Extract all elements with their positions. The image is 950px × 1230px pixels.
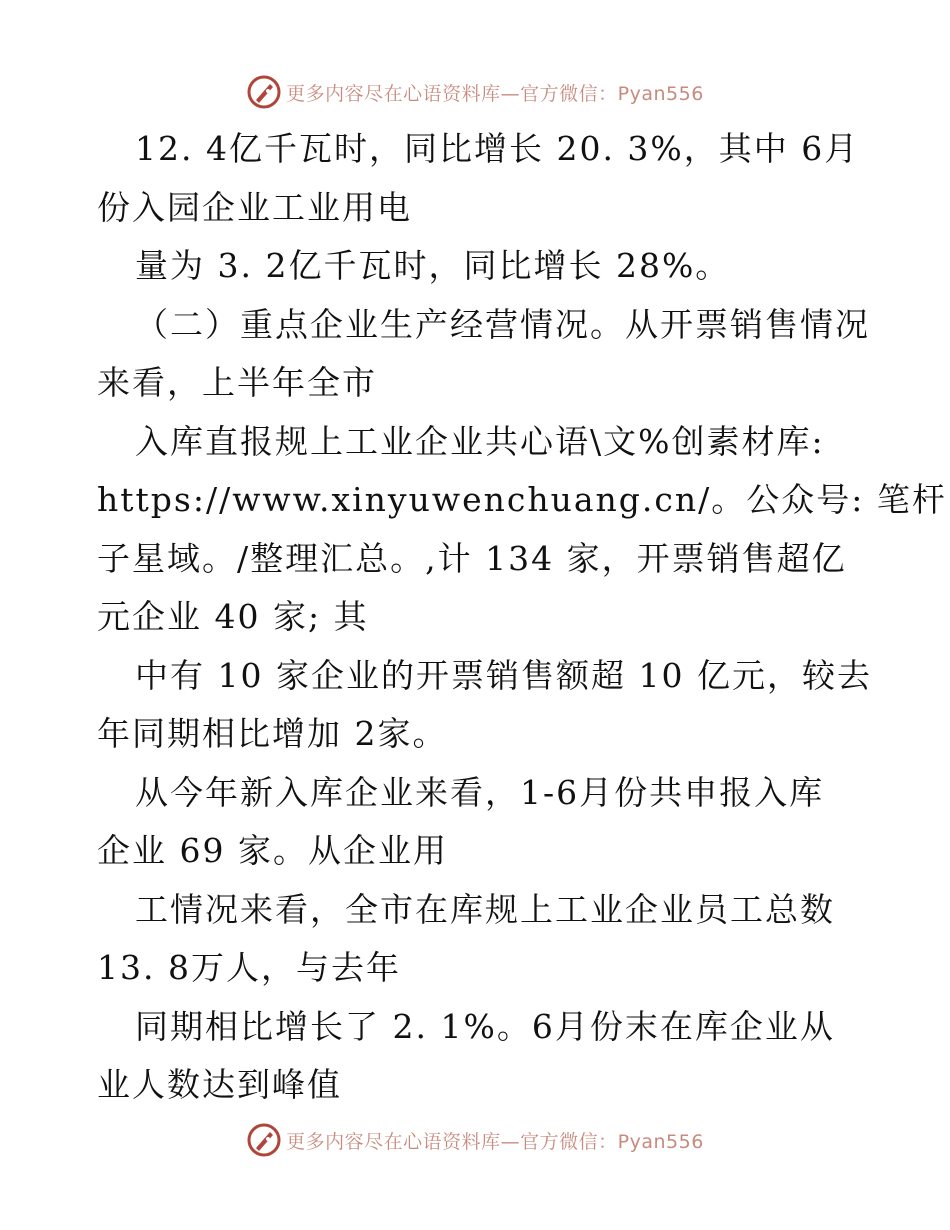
header-watermark: [0, 72, 950, 112]
footer-watermark: [0, 1120, 950, 1160]
pen-nib-logo-icon: [246, 74, 282, 110]
text-line: 13. 8万人，与去年: [97, 948, 401, 987]
text-line: 元企业 40 家; 其: [97, 597, 369, 636]
text-line: 年同期相比增加 2家。: [97, 714, 448, 753]
text-line: 入库直报规上工业企业共心语\文%创素材库:: [135, 421, 825, 461]
text-line: 12. 4亿千瓦时，同比增长 20. 3%，其中 6月: [135, 129, 860, 168]
text-line: 中有 10 家企业的开票销售额超 10 亿元，较去: [135, 655, 872, 695]
text-line: 来看，上半年全市: [97, 363, 377, 402]
text-line: （二）重点企业生产经营情况。从开票销售情况: [135, 304, 870, 344]
text-line: 同期相比增长了 2. 1%。6月份末在库企业从: [135, 1006, 835, 1046]
text-line: 从今年新入库企业来看，1-6月份共申报入库: [135, 772, 825, 812]
text-line: 业人数达到峰值: [97, 1065, 342, 1104]
text-line: https://www.xinyuwenchuang.cn/。公众号: 笔杆: [97, 480, 947, 519]
watermark-text: 更多内容尽在心语资料库—官方微信：Pyan556: [286, 1130, 704, 1153]
text-line: 企业 69 家。从企业用: [97, 831, 448, 870]
text-line: 量为 3. 2亿千瓦时，同比增长 28%。: [135, 246, 731, 285]
text-line: 工情况来看，全市在库规上工业企业员工总数: [135, 889, 835, 929]
text-line: 份入园企业工业用电: [97, 187, 412, 227]
text-line: 子星域。/整理汇总。,计 134 家，开票销售超亿: [97, 538, 847, 578]
document-body: [97, 120, 947, 1115]
pen-nib-logo-icon: [246, 1122, 282, 1158]
watermark-text: 更多内容尽在心语资料库—官方微信：Pyan556: [286, 82, 704, 105]
